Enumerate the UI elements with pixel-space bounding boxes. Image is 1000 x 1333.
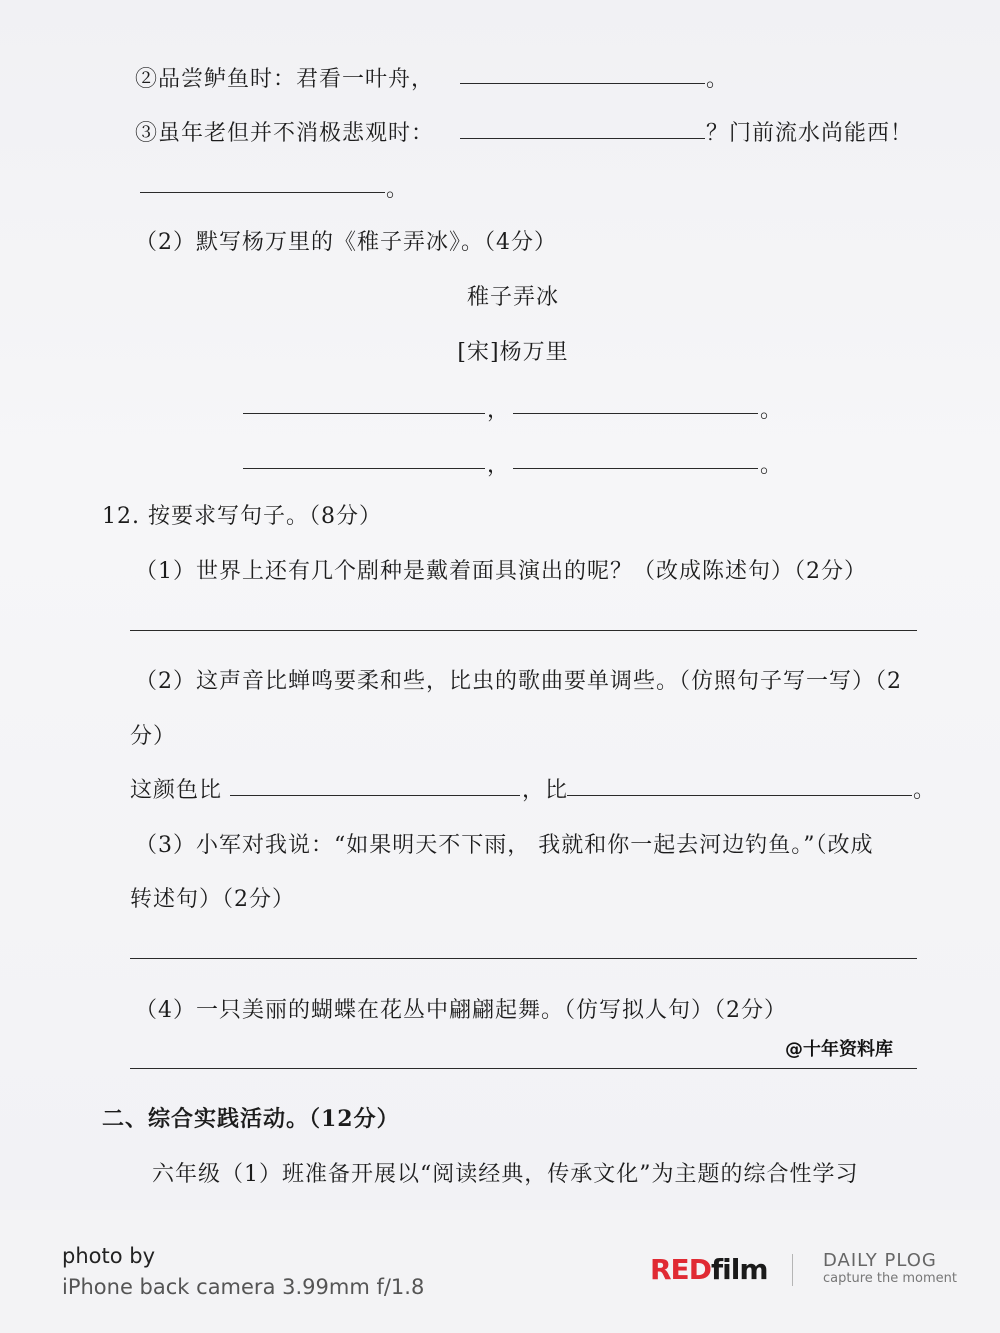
q12-2-blank-1 bbox=[230, 795, 520, 796]
q12-3-answer-line bbox=[130, 958, 917, 959]
q12-3-line1: （3）小军对我说：“如果明天不下雨， 我就和你一起去河边钓鱼。”（改成 bbox=[135, 833, 874, 858]
poem-period-2: 。 bbox=[760, 453, 783, 478]
q12-1-answer-line bbox=[130, 630, 917, 631]
poem-blank-4 bbox=[513, 468, 758, 469]
q12-1: （1）世界上还有几个剧种是戴着面具演出的呢？（改成陈述句）（2分） bbox=[135, 559, 867, 584]
q11-item3-mid: ？门前流水尚能西！ bbox=[706, 121, 914, 146]
poem-blank-3 bbox=[243, 468, 485, 469]
q11-part2: （2）默写杨万里的《稚子弄冰》。（4分） bbox=[135, 230, 557, 255]
logo-red-part: RED bbox=[650, 1253, 711, 1286]
q11-item3-text: ③虽年老但并不消极悲观时： bbox=[135, 121, 435, 146]
q11-item3-blank-1 bbox=[460, 138, 705, 139]
logo-film-part: film bbox=[710, 1253, 768, 1286]
photo-by-label: photo by bbox=[62, 1244, 156, 1268]
q11-item3-end: 。 bbox=[386, 177, 409, 202]
q12-4-answer-line bbox=[130, 1068, 917, 1069]
redfilm-logo bbox=[650, 1253, 768, 1286]
q12-3-line2: 转述句）（2分） bbox=[130, 887, 295, 912]
q11-item2-end: 。 bbox=[706, 67, 729, 92]
camera-info: iPhone back camera 3.99mm f/1.8 bbox=[62, 1275, 425, 1299]
q11-item2-blank bbox=[460, 83, 705, 84]
q12-2-blank-2 bbox=[567, 795, 912, 796]
q12-2-prefix: 这颜色比 bbox=[130, 778, 223, 803]
poem-comma-1: ， bbox=[487, 398, 510, 423]
footer-divider bbox=[792, 1254, 793, 1286]
poem-blank-2 bbox=[513, 413, 758, 414]
q11-item2-text: ②品尝鲈鱼时：君看一叶舟， bbox=[135, 67, 435, 92]
q12-2-line1: （2）这声音比蝉鸣要柔和些，比虫的歌曲要单调些。（仿照句子写一写）（2 bbox=[135, 669, 902, 694]
section2-text: 六年级（1）班准备开展以“阅读经典，传承文化”为主题的综合性学习 bbox=[152, 1162, 859, 1187]
q12-4: （4）一只美丽的蝴蝶在花丛中翩翩起舞。（仿写拟人句）（2分） bbox=[135, 998, 787, 1023]
poem-comma-2: ， bbox=[487, 453, 510, 478]
watermark: @十年资料库 bbox=[785, 1039, 893, 1060]
poem-author: [宋]杨万里 bbox=[457, 340, 569, 365]
q12-2-end: 。 bbox=[913, 778, 936, 803]
section2-title: 二、综合实践活动。（12分） bbox=[102, 1106, 400, 1132]
q12-2-line2: 分） bbox=[130, 724, 177, 749]
tagline-bottom: capture the moment bbox=[823, 1271, 957, 1286]
q12-2-mid: ，比 bbox=[522, 778, 569, 803]
q12-title: 12. 按要求写句子。（8分） bbox=[102, 504, 382, 529]
poem-period-1: 。 bbox=[760, 398, 783, 423]
poem-blank-1 bbox=[243, 413, 485, 414]
poem-title: 稚子弄冰 bbox=[466, 285, 560, 310]
q11-item3-blank-2 bbox=[140, 192, 385, 193]
tagline-top: DAILY PLOG bbox=[823, 1250, 937, 1271]
